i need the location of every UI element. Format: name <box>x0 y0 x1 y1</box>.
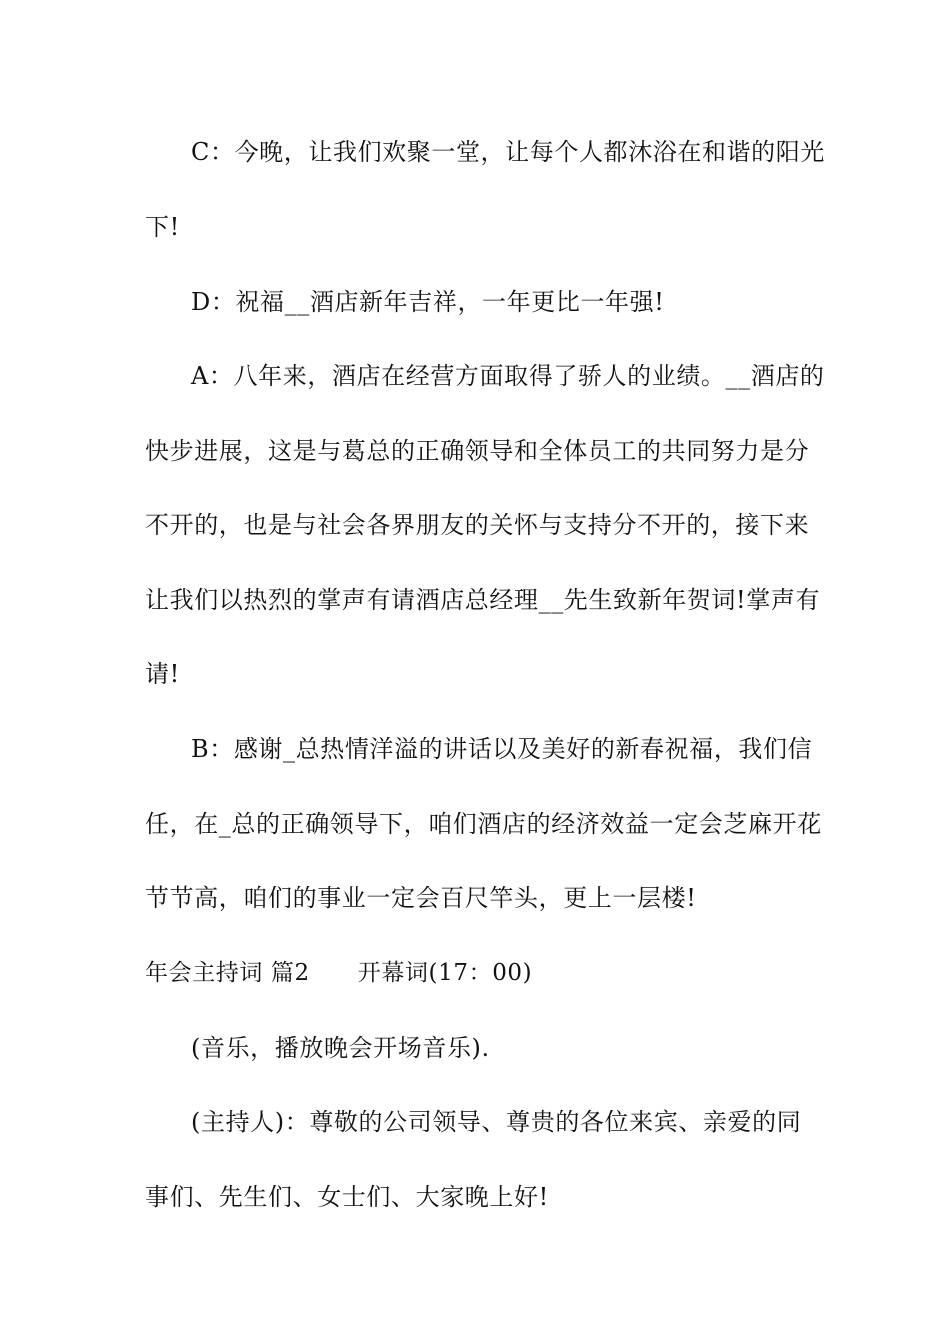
section-subtitle: 开幕词(17：00) <box>357 960 533 986</box>
paragraph-a-line-4: 让我们以热烈的掌声有请酒店总经理__先生致新年贺词!掌声有 <box>145 586 821 614</box>
paragraph-b-line-1: B：感谢_总热情洋溢的讲话以及美好的新春祝福，我们信 <box>191 735 813 763</box>
host-greeting-line-2: 事们、先生们、女士们、大家晚上好! <box>145 1183 549 1211</box>
host-greeting-line-1: (主持人)：尊敬的公司领导、尊贵的各位来宾、亲爱的同 <box>191 1108 802 1136</box>
paragraph-a-line-5: 请! <box>145 660 180 688</box>
paragraph-b-line-2: 任，在_总的正确领导下，咱们酒店的经济效益一定会芝麻开花 <box>145 810 822 838</box>
paragraph-d-line-1: D：祝福__酒店新年吉祥，一年更比一年强! <box>191 288 665 316</box>
paragraph-a-line-1: A：八年来，酒店在经营方面取得了骄人的业绩。__酒店的 <box>191 362 825 390</box>
section-heading <box>145 958 815 988</box>
paragraph-a-line-3: 不开的，也是与社会各界朋友的关怀与支持分不开的，接下来 <box>145 511 810 539</box>
paragraph-c-line-2: 下! <box>145 213 180 241</box>
paragraph-c-line-1: C：今晚，让我们欢聚一堂，让每个人都沐浴在和谐的阳光 <box>191 138 825 166</box>
paragraph-a-line-2: 快步进展，这是与葛总的正确领导和全体员工的共同努力是分 <box>145 437 810 465</box>
section-title: 年会主持词 篇2 <box>145 960 310 986</box>
music-note-line: (音乐，播放晚会开场音乐). <box>191 1034 490 1062</box>
paragraph-b-line-3: 节节高，咱们的事业一定会百尺竿头，更上一层楼! <box>145 884 697 912</box>
